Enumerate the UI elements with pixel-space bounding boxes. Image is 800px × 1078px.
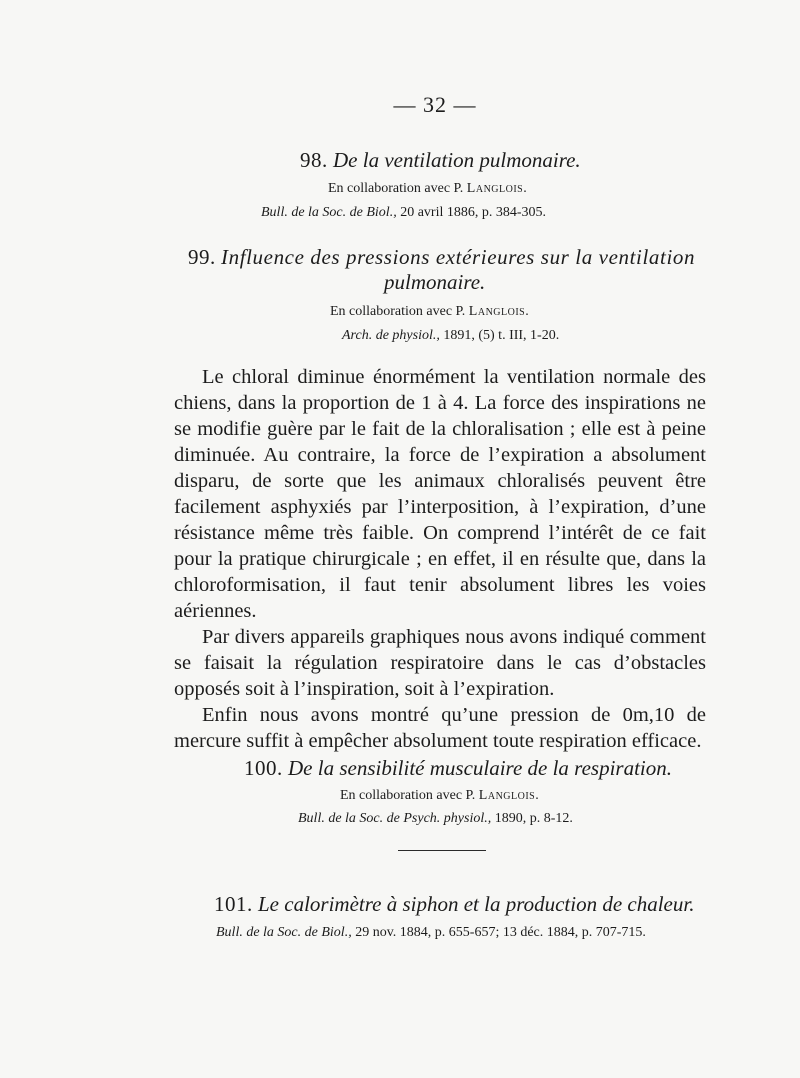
entry-100-collaboration bbox=[340, 788, 539, 804]
entry-title-text: Influence des pressions extérieures sur la ventilation bbox=[221, 245, 696, 269]
ref-journal: Bull. de la Soc. de Psych. physiol., bbox=[298, 811, 492, 826]
entry-99-title-cont bbox=[384, 270, 485, 295]
entry-98-title bbox=[300, 148, 581, 173]
ref-journal: Arch. de physiol., bbox=[342, 328, 440, 343]
collab-name: Langlois. bbox=[478, 788, 540, 803]
entry-99-collaboration bbox=[330, 304, 529, 320]
ref-detail: 29 nov. 1884, p. 655-657; 13 déc. 1884, p. 707-715. bbox=[355, 925, 646, 940]
ref-journal: Bull. de la Soc. de Biol., bbox=[216, 925, 352, 940]
entry-title-text: De la sensibilité musculaire de la respiration. bbox=[288, 756, 672, 780]
page-number: — 32 — bbox=[393, 92, 477, 117]
body-text bbox=[174, 364, 706, 754]
entry-number: 98. bbox=[300, 148, 328, 172]
entry-99-reference bbox=[342, 328, 559, 344]
body-paragraph: Le chloral diminue énormément la ventilation normale des chiens, dans la proportion de 1 à 4. La force des inspirations ne se modifie guère par le fait de la chloralisation ; elle est à peine diminuée. Au contraire, la force de l’expiration a absolument disparu, de sorte que les animaux chloralisés peuvent être facilement asphyxiés par l’interposition, à l’expiration, d’une résistance même très faible. On comprend l’intérêt de ce fait pour la pratique chirurgicale ; en effet, il en résulte que, dans la chloroformisation, il faut tenir absolument libres les voies aériennes. bbox=[174, 366, 706, 622]
entry-title-text: Le calorimètre à siphon et la production de chaleur. bbox=[258, 892, 695, 916]
ref-journal: Bull. de la Soc. de Biol., bbox=[261, 205, 397, 220]
entry-number: 99. bbox=[188, 245, 216, 269]
entry-100-reference bbox=[298, 811, 573, 827]
collab-name: Langlois. bbox=[466, 181, 528, 196]
collab-name: Langlois. bbox=[468, 304, 530, 319]
collab-prefix: En collaboration avec P. bbox=[328, 181, 464, 196]
collab-prefix: En collaboration avec P. bbox=[340, 788, 476, 803]
entry-98-reference bbox=[261, 205, 546, 221]
ref-detail: 20 avril 1886, p. 384-305. bbox=[400, 205, 547, 220]
entry-title-text: pulmonaire. bbox=[384, 270, 486, 294]
entry-99-title bbox=[188, 245, 695, 270]
body-paragraph: Par divers appareils graphiques nous avons indiqué comment se faisait la régulation respiratoire dans le cas d’obstacles opposés soit à l’inspiration, soit à l’expiration. bbox=[174, 626, 706, 700]
entry-title-text: De la ventilation pulmonaire. bbox=[333, 148, 581, 172]
entry-101-title bbox=[214, 892, 694, 917]
body-paragraph: Enfin nous avons montré qu’une pression de 0m,10 de mercure suffit à empêcher absolument toute respiration efficace. bbox=[174, 704, 706, 752]
section-divider bbox=[398, 850, 486, 851]
entry-number: 100. bbox=[244, 756, 283, 780]
entry-100-title bbox=[244, 756, 672, 781]
collab-prefix: En collaboration avec P. bbox=[330, 304, 466, 319]
ref-detail: 1891, (5) t. III, 1-20. bbox=[443, 328, 560, 343]
entry-number: 101. bbox=[214, 892, 253, 916]
ref-detail: 1890, p. 8-12. bbox=[494, 811, 573, 826]
entry-98-collaboration bbox=[328, 181, 527, 197]
entry-101-reference bbox=[216, 925, 646, 941]
